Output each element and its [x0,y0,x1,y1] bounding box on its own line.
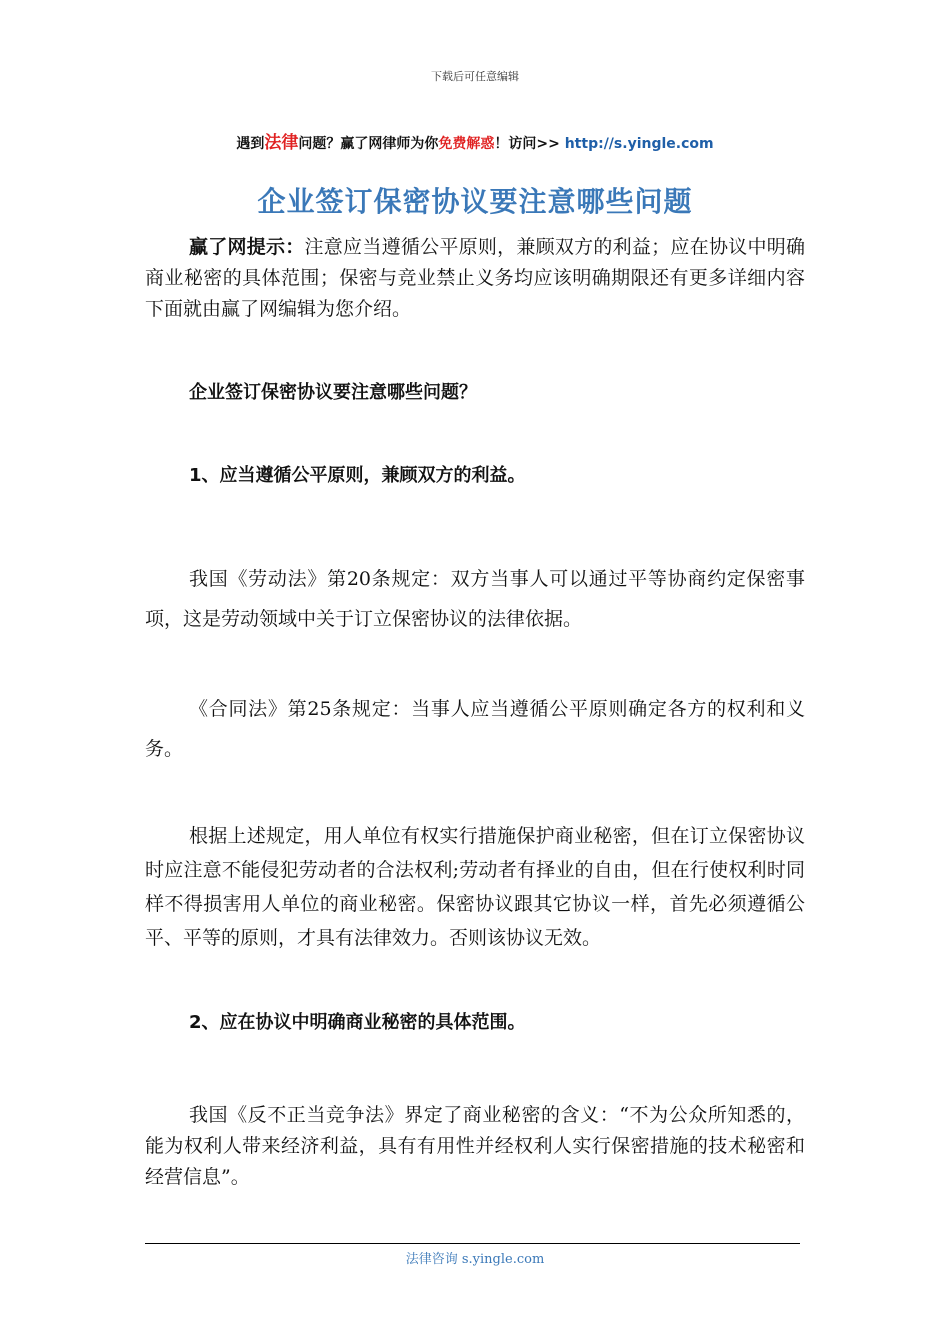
section1-paragraph-2: 《合同法》第25条规定：当事人应当遵循公平原则确定各方的权利和义务。 [145,698,805,760]
document-title: 企业签订保密协议要注意哪些问题 [257,185,693,218]
section1-paragraph-3: 根据上述规定，用人单位有权实行措施保护商业秘密，但在订立保密协议时应注意不能侵犯劳动者的合法权利;劳动者有择业的自由，但在行使权利时同样不得损害用人单位的商业秘密。保密协议跟其它协议一样，首先必须遵循公平、平等的原则，才具有法律效力。否则该协议无效。 [145,825,805,949]
page-header: 下载后可任意编辑 [431,70,519,83]
section1-heading: 1、应当遵循公平原则，兼顾双方的利益。 [189,465,526,486]
promo-link[interactable]: http://s.yingle.com [564,136,714,152]
promo-text-1: 遇到 [236,136,265,152]
section2-paragraph-1: 我国《反不正当竞争法》界定了商业秘密的含义：“不为公众所知悉的，能为权利人带来经济利益，具有有用性并经权利人实行保密措施的技术秘密和经营信息”。 [145,1104,805,1188]
intro-lead: 赢了网提示： [189,236,305,258]
promo-banner [0,128,950,153]
section1-paragraph-1: 我国《劳动法》第20条规定：双方当事人可以通过平等协商约定保密事项，这是劳动领域中关于订立保密协议的法律依据。 [145,568,805,630]
document-body [145,232,805,1193]
intro-paragraph [145,232,805,325]
section2-heading: 2、应在协议中明确商业秘密的具体范围。 [189,1012,526,1033]
question-heading: 企业签订保密协议要注意哪些问题？ [189,382,477,403]
promo-text-3: ！访问>> [494,136,565,152]
promo-highlight-free: 免费解惑 [438,136,495,152]
intro-text: 注意应当遵循公平原则，兼顾双方的利益；应在协议中明确商业秘密的具体范围；保密与竞业禁止义务均应该明确期限还有更多详细内容下面就由赢了网编辑为您介绍。 [145,236,805,320]
footer-divider [145,1243,800,1244]
footer-text: 法律咨询 s.yingle.com [405,1252,545,1267]
promo-text-2: 问题？赢了网律师为你 [298,136,439,152]
promo-highlight-law: 法律 [264,133,299,153]
